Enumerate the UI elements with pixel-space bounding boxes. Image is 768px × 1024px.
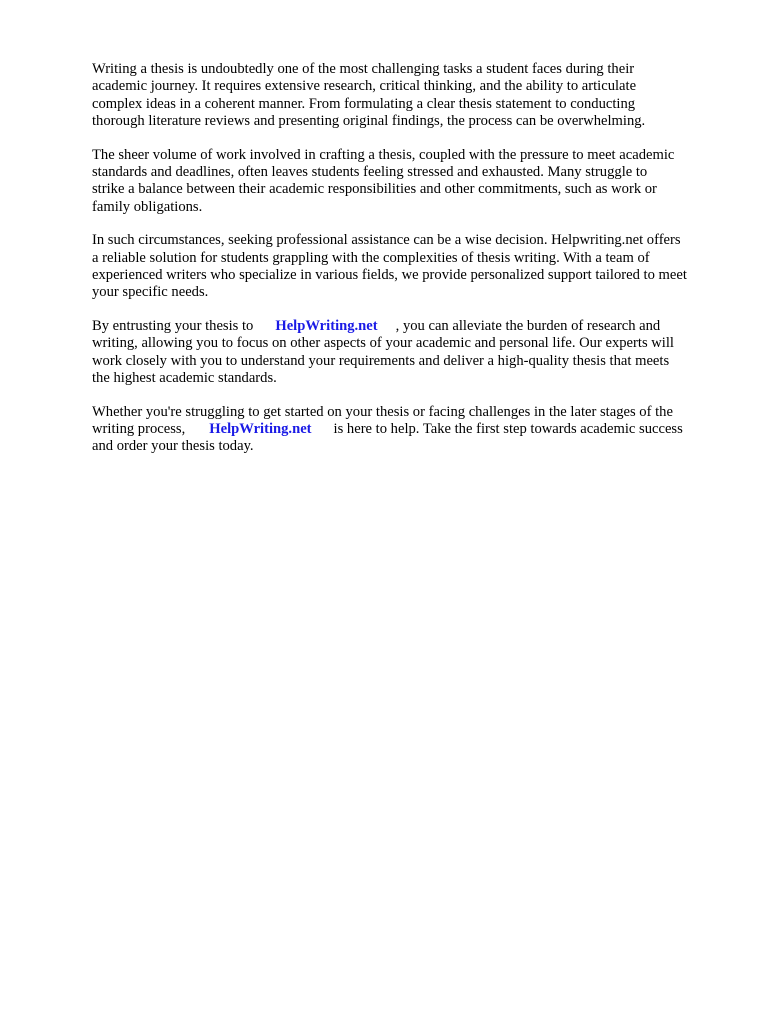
text-line: standards and deadlines, often leaves students feeling stressed and exhausted. Many struggle to	[92, 164, 648, 181]
text-line: work closely with you to understand your requirements and deliver a high-quality thesis that meets	[92, 352, 670, 369]
text-line: thorough literature reviews and presenting original findings, the process can be overwhelming.	[92, 113, 646, 130]
text-fragment: By entrusting your thesis to	[92, 317, 254, 334]
helpwriting-link[interactable]: HelpWriting.net	[275, 317, 378, 334]
paragraph-challenges	[92, 147, 732, 217]
text-line: academic journey. It requires extensive research, critical thinking, and the ability to articulate	[92, 78, 637, 95]
text-line: and order your thesis today.	[92, 438, 254, 455]
text-fragment: writing process,	[92, 420, 186, 437]
text-fragment: , you can alleviate the burden of research and	[395, 317, 661, 334]
text-line: strike a balance between their academic responsibilities and other commitments, such as work or	[92, 181, 657, 198]
paragraph-assistance	[92, 232, 732, 302]
paragraph-closing	[92, 404, 732, 456]
text-line: Writing a thesis is undoubtedly one of the most challenging tasks a student faces during their	[92, 61, 635, 77]
paragraph-intro	[92, 61, 732, 131]
helpwriting-link[interactable]: HelpWriting.net	[209, 420, 312, 437]
text-line: family obligations.	[92, 198, 203, 215]
text-line	[92, 318, 732, 335]
text-fragment: is here to help. Take the first step towards academic success	[333, 420, 683, 437]
text-line: Whether you're struggling to get started on your thesis or facing challenges in the later stages of the	[92, 403, 673, 420]
text-line: The sheer volume of work involved in crafting a thesis, coupled with the pressure to meet academic	[92, 146, 675, 163]
text-line: a reliable solution for students grappling with the complexities of thesis writing. With a team of	[92, 249, 650, 266]
text-line: complex ideas in a coherent manner. From formulating a clear thesis statement to conducting	[92, 95, 636, 112]
text-line: experienced writers who specialize in various fields, we provide personalized support tailored to meet	[92, 267, 687, 284]
text-line	[92, 421, 732, 438]
paragraph-entrusting	[92, 318, 732, 388]
text-line: the highest academic standards.	[92, 370, 277, 387]
text-line: your specific needs.	[92, 284, 209, 301]
text-line: writing, allowing you to focus on other aspects of your academic and personal life. Our experts will	[92, 335, 674, 352]
text-line: In such circumstances, seeking professional assistance can be a wise decision. Helpwriting.net offers	[92, 232, 681, 249]
document-body	[92, 61, 732, 472]
